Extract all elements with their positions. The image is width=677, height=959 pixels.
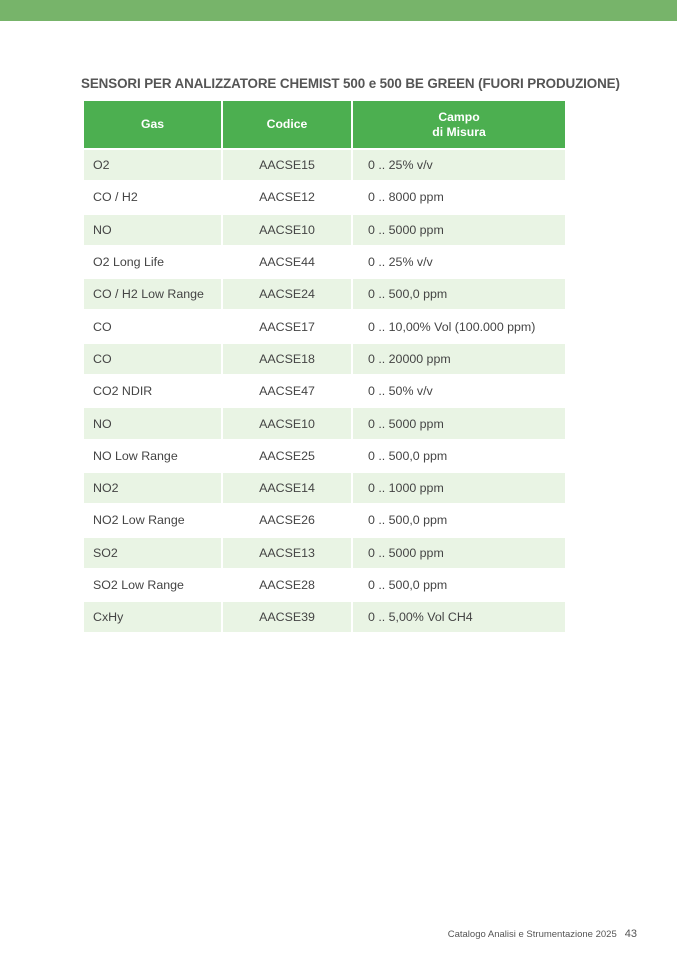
cell-campo: 0 .. 20000 ppm — [353, 344, 565, 374]
cell-codice: AACSE18 — [223, 344, 351, 374]
table-row — [84, 150, 565, 180]
header-campo-line1: Campo — [438, 109, 480, 124]
cell-codice: AACSE47 — [223, 376, 351, 406]
page-footer — [448, 928, 637, 940]
cell-codice: AACSE15 — [223, 150, 351, 180]
cell-codice: AACSE26 — [223, 505, 351, 535]
cell-campo: 0 .. 25% v/v — [353, 247, 565, 277]
cell-gas: CO — [84, 311, 221, 341]
cell-codice: AACSE28 — [223, 570, 351, 600]
table-row — [84, 311, 565, 341]
cell-campo: 0 .. 25% v/v — [353, 150, 565, 180]
footer-catalog-name: Catalogo Analisi e Strumentazione 2025 — [447, 929, 617, 940]
cell-codice: AACSE10 — [223, 215, 351, 245]
cell-gas: SO2 Low Range — [84, 570, 221, 600]
cell-codice: AACSE25 — [223, 441, 351, 471]
top-accent-bar — [0, 0, 677, 21]
header-codice: Codice — [223, 101, 351, 148]
table-row — [84, 473, 565, 503]
page-title: SENSORI PER ANALIZZATORE CHEMIST 500 e 500 BE GREEN (FUORI PRODUZIONE) — [81, 76, 620, 91]
table-row — [84, 505, 565, 535]
table-row — [84, 247, 565, 277]
table-row — [84, 570, 565, 600]
cell-campo: 0 .. 5000 ppm — [353, 215, 565, 245]
cell-campo: 0 .. 5,00% Vol CH4 — [353, 602, 565, 632]
cell-campo: 0 .. 500,0 ppm — [353, 505, 565, 535]
cell-gas: NO — [84, 215, 221, 245]
table-row — [84, 215, 565, 245]
cell-gas: NO Low Range — [84, 441, 221, 471]
cell-codice: AACSE12 — [223, 182, 351, 212]
sensor-table — [82, 99, 567, 634]
cell-campo: 0 .. 50% v/v — [353, 376, 565, 406]
cell-campo: 0 .. 10,00% Vol (100.000 ppm) — [353, 311, 565, 341]
cell-campo: 0 .. 500,0 ppm — [353, 570, 565, 600]
table-row — [84, 344, 565, 374]
page-number: 43 — [624, 928, 637, 940]
table-row — [84, 182, 565, 212]
cell-gas: CO2 NDIR — [84, 376, 221, 406]
cell-gas: CO / H2 Low Range — [84, 279, 221, 309]
cell-codice: AACSE10 — [223, 408, 351, 438]
cell-campo: 0 .. 500,0 ppm — [353, 441, 565, 471]
table-row — [84, 408, 565, 438]
cell-campo: 0 .. 5000 ppm — [353, 538, 565, 568]
table-row — [84, 279, 565, 309]
cell-codice: AACSE39 — [223, 602, 351, 632]
cell-gas: O2 — [84, 150, 221, 180]
table-row — [84, 376, 565, 406]
table-row — [84, 602, 565, 632]
cell-campo: 0 .. 500,0 ppm — [353, 279, 565, 309]
table-row — [84, 441, 565, 471]
cell-gas: O2 Long Life — [84, 247, 221, 277]
cell-gas: NO2 — [84, 473, 221, 503]
header-campo — [353, 101, 565, 148]
cell-codice: AACSE17 — [223, 311, 351, 341]
cell-gas: NO2 Low Range — [84, 505, 221, 535]
cell-codice: AACSE14 — [223, 473, 351, 503]
cell-gas: CO — [84, 344, 221, 374]
cell-codice: AACSE13 — [223, 538, 351, 568]
cell-gas: CO / H2 — [84, 182, 221, 212]
table-header-row — [84, 101, 565, 148]
cell-gas: CxHy — [84, 602, 221, 632]
cell-campo: 0 .. 1000 ppm — [353, 473, 565, 503]
header-gas: Gas — [84, 101, 221, 148]
cell-campo: 0 .. 5000 ppm — [353, 408, 565, 438]
cell-codice: AACSE24 — [223, 279, 351, 309]
cell-gas: NO — [84, 408, 221, 438]
cell-codice: AACSE44 — [223, 247, 351, 277]
header-campo-line2: di Misura — [432, 124, 486, 139]
cell-campo: 0 .. 8000 ppm — [353, 182, 565, 212]
cell-gas: SO2 — [84, 538, 221, 568]
table-row — [84, 538, 565, 568]
